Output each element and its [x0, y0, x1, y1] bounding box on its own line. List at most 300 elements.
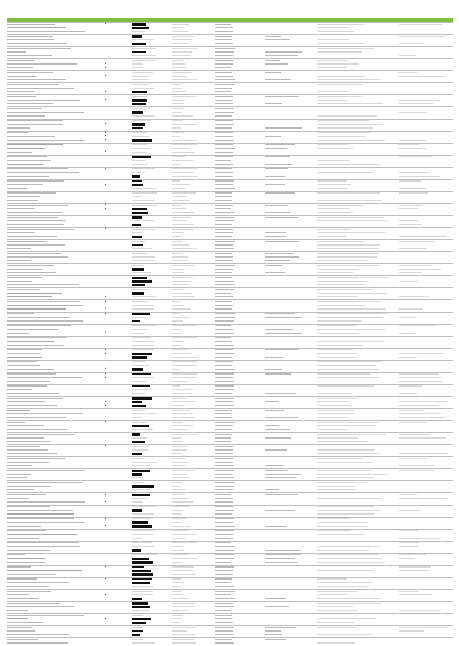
cell-text — [265, 256, 299, 257]
bold-cell — [132, 525, 152, 527]
bold-cell — [132, 313, 150, 315]
cell-text — [317, 618, 376, 619]
cell-text — [317, 333, 359, 334]
cell-text — [317, 180, 347, 181]
cell-text — [399, 176, 440, 177]
cell-text — [215, 308, 232, 309]
cell-text — [132, 253, 147, 254]
cell-text — [132, 377, 154, 378]
cell-text — [172, 413, 193, 414]
cell-text — [172, 377, 197, 378]
cell-text — [317, 345, 363, 346]
cell-text — [7, 188, 27, 189]
cell-text — [132, 591, 153, 592]
cell-text — [132, 446, 149, 447]
cell-text — [317, 598, 381, 599]
cell-text — [317, 449, 375, 450]
cell-text — [132, 305, 154, 306]
cell-text — [215, 586, 234, 587]
cell-text — [172, 606, 195, 607]
cell-text — [399, 188, 426, 189]
cell-text — [172, 43, 189, 44]
cell-text — [7, 180, 64, 181]
cell-text — [399, 144, 419, 145]
cell-text — [215, 434, 232, 435]
cell-text — [265, 144, 295, 145]
cell-text — [215, 333, 234, 334]
cell-text — [172, 256, 188, 257]
cell-text — [132, 413, 157, 414]
cell-text — [215, 357, 232, 358]
cell-text — [7, 542, 79, 543]
cell-text — [7, 305, 83, 306]
bold-cell — [132, 23, 146, 25]
cell-text — [7, 510, 73, 511]
cell-text — [317, 530, 351, 531]
cell-text — [7, 48, 71, 49]
cell-text — [7, 582, 69, 583]
cell-text — [399, 417, 446, 418]
cell-text — [132, 241, 145, 242]
cell-text — [7, 217, 58, 218]
cell-text — [215, 642, 234, 643]
cell-text — [215, 554, 234, 555]
cell-text — [215, 530, 234, 531]
bold-cell — [132, 385, 150, 387]
cell-text — [317, 296, 357, 297]
cell-text — [215, 88, 232, 89]
cell-text — [172, 369, 181, 370]
cell-text — [317, 132, 372, 133]
cell-text — [215, 594, 231, 595]
bold-cell — [132, 268, 144, 270]
cell-text — [172, 554, 189, 555]
cell-text — [172, 373, 197, 374]
cell-text — [172, 357, 198, 358]
cell-text — [317, 277, 388, 278]
cell-text — [132, 272, 151, 273]
cell-text — [132, 120, 151, 121]
cell-text — [265, 627, 296, 628]
cell-text — [7, 260, 31, 261]
bold-cell — [132, 485, 154, 487]
cell-text — [265, 63, 288, 64]
cell-text — [132, 48, 156, 49]
cell-text — [215, 610, 231, 611]
cell-text — [132, 610, 150, 611]
cell-text — [7, 196, 40, 197]
cell-text — [265, 510, 295, 511]
cell-text — [7, 474, 31, 475]
cell-text — [132, 136, 149, 137]
cell-text — [7, 272, 56, 273]
cell-text — [215, 353, 234, 354]
cell-text — [265, 39, 290, 40]
cell-text — [7, 248, 31, 249]
cell-text — [317, 550, 369, 551]
cell-text — [215, 639, 232, 640]
cell-text — [215, 248, 234, 249]
bold-cell — [132, 558, 149, 560]
cell-text — [7, 401, 45, 402]
cell-text — [317, 413, 355, 414]
cell-text — [7, 393, 59, 394]
cell-text — [317, 136, 365, 137]
cell-text — [172, 361, 197, 362]
cell-text — [132, 437, 147, 438]
cell-text — [265, 494, 298, 495]
cell-text — [7, 598, 39, 599]
cell-text — [172, 337, 197, 338]
bold-cell — [132, 27, 149, 29]
cell-text — [7, 434, 74, 435]
bold-cell — [132, 494, 150, 496]
cell-text — [172, 465, 185, 466]
cell-text — [399, 269, 441, 270]
bold-cell — [132, 373, 151, 375]
cell-text — [172, 325, 197, 326]
cell-text — [172, 522, 181, 523]
bold-cell — [132, 292, 144, 294]
cell-text — [132, 76, 149, 77]
cell-text — [317, 522, 368, 523]
cell-text — [172, 72, 192, 73]
cell-text — [399, 180, 421, 181]
cell-text — [399, 413, 441, 414]
cell-text — [399, 558, 415, 559]
cell-text — [317, 317, 383, 318]
cell-text — [132, 132, 147, 133]
cell-text — [317, 124, 383, 125]
cell-text — [317, 281, 369, 282]
cell-text — [215, 265, 235, 266]
arrow-marker-icon: ▸ — [105, 367, 107, 371]
cell-text — [317, 217, 384, 218]
cell-text — [132, 192, 157, 193]
cell-text — [215, 385, 234, 386]
cell-text — [317, 103, 383, 104]
cell-text — [317, 591, 357, 592]
cell-text — [7, 489, 34, 490]
cell-text — [265, 429, 290, 430]
cell-text — [172, 313, 180, 314]
cell-text — [317, 642, 355, 643]
cell-text — [317, 513, 374, 514]
cell-text — [317, 284, 365, 285]
arrow-marker-icon: ▸ — [105, 592, 107, 596]
cell-text — [399, 353, 444, 354]
cell-text — [172, 132, 184, 133]
cell-text — [317, 253, 379, 254]
cell-text — [132, 72, 153, 73]
cell-text — [172, 31, 188, 32]
cell-text — [399, 434, 429, 435]
bold-cell — [132, 99, 147, 101]
cell-text — [172, 124, 197, 125]
cell-text — [172, 120, 182, 121]
cell-text — [7, 132, 28, 133]
cell-text — [399, 236, 447, 237]
bold-cell — [132, 127, 143, 129]
cell-text — [215, 79, 235, 80]
bold-cell — [132, 618, 151, 620]
cell-text — [172, 305, 184, 306]
cell-text — [265, 393, 296, 394]
cell-text — [399, 453, 448, 454]
cell-text — [7, 224, 64, 225]
cell-text — [215, 538, 233, 539]
cell-text — [172, 293, 192, 294]
cell-text — [265, 272, 285, 273]
cell-text — [399, 393, 417, 394]
bold-cell — [132, 212, 148, 214]
cell-text — [172, 176, 198, 177]
cell-text — [215, 272, 232, 273]
cell-text — [7, 192, 56, 193]
arrow-marker-icon: ▸ — [105, 311, 107, 315]
cell-text — [399, 498, 447, 499]
cell-text — [172, 405, 185, 406]
cell-text — [132, 31, 145, 32]
cell-text — [317, 429, 348, 430]
cell-text — [317, 606, 353, 607]
bold-cell — [132, 549, 141, 551]
arrow-marker-icon: ▸ — [105, 444, 107, 448]
cell-text — [7, 627, 32, 628]
cell-text — [317, 518, 350, 519]
cell-text — [265, 317, 302, 318]
cell-text — [172, 180, 180, 181]
cell-text — [215, 132, 233, 133]
cell-text — [215, 51, 234, 52]
cell-text — [215, 212, 235, 213]
bold-cell — [132, 473, 142, 475]
cell-text — [7, 373, 56, 374]
cell-text — [7, 526, 41, 527]
cell-text — [172, 277, 193, 278]
cell-text — [265, 558, 295, 559]
arrow-marker-icon: ▸ — [105, 331, 107, 335]
cell-text — [317, 67, 347, 68]
cell-text — [215, 241, 235, 242]
cell-text — [132, 220, 154, 221]
cell-text — [132, 256, 155, 257]
cell-text — [172, 96, 196, 97]
cell-text — [7, 172, 79, 173]
cell-text — [172, 586, 181, 587]
cell-text — [172, 498, 189, 499]
cell-text — [132, 534, 153, 535]
cell-text — [7, 205, 68, 206]
bold-cell — [132, 277, 147, 279]
arrow-marker-icon: ▸ — [105, 500, 107, 503]
cell-text — [132, 79, 149, 80]
bold-cell — [132, 139, 152, 141]
cell-text — [215, 603, 233, 604]
cell-text — [132, 289, 150, 290]
cell-text — [215, 558, 234, 559]
cell-text — [215, 305, 233, 306]
cell-text — [172, 417, 195, 418]
cell-text — [7, 152, 32, 153]
cell-text — [215, 489, 233, 490]
cell-text — [399, 248, 427, 249]
cell-text — [132, 349, 154, 350]
cell-text — [317, 63, 359, 64]
cell-text — [265, 313, 295, 314]
cell-text — [7, 642, 68, 643]
cell-text — [7, 333, 29, 334]
cell-text — [215, 277, 232, 278]
cell-text — [317, 84, 363, 85]
bold-cell — [132, 598, 142, 600]
cell-text — [7, 72, 53, 73]
cell-text — [317, 301, 381, 302]
bold-cell — [132, 622, 146, 624]
cell-text — [132, 449, 148, 450]
cell-text — [132, 108, 150, 109]
cell-text — [7, 570, 82, 571]
cell-text — [7, 578, 37, 579]
cell-text — [172, 160, 193, 161]
cell-text — [317, 582, 373, 583]
cell-text — [172, 76, 187, 77]
cell-text — [132, 627, 143, 628]
cell-text — [215, 217, 234, 218]
cell-text — [215, 429, 232, 430]
cell-text — [215, 269, 233, 270]
bold-cell — [132, 280, 152, 282]
cell-text — [317, 610, 358, 611]
cell-text — [132, 462, 157, 463]
cell-text — [172, 281, 192, 282]
cell-text — [132, 389, 152, 390]
cell-text — [7, 410, 30, 411]
bold-cell — [132, 180, 142, 182]
cell-text — [317, 120, 369, 121]
cell-text — [172, 217, 191, 218]
cell-text — [265, 357, 283, 358]
cell-text — [7, 389, 32, 390]
cell-text — [7, 618, 28, 619]
cell-text — [172, 582, 184, 583]
cell-text — [172, 506, 190, 507]
cell-text — [265, 550, 301, 551]
cell-text — [317, 48, 374, 49]
cell-text — [317, 205, 362, 206]
cell-text — [215, 229, 233, 230]
cell-text — [7, 67, 33, 68]
cell-text — [317, 506, 374, 507]
cell-text — [172, 494, 185, 495]
cell-text — [317, 232, 385, 233]
cell-text — [317, 212, 353, 213]
cell-text — [215, 284, 235, 285]
cell-text — [399, 422, 427, 423]
cell-text — [172, 48, 197, 49]
cell-text — [172, 630, 187, 631]
cell-text — [132, 345, 154, 346]
cell-text — [172, 84, 181, 85]
cell-text — [132, 465, 150, 466]
cell-text — [7, 220, 66, 221]
cell-text — [265, 51, 302, 52]
cell-text — [172, 441, 183, 442]
cell-text — [215, 341, 232, 342]
cell-text — [215, 510, 234, 511]
cell-text — [215, 260, 233, 261]
cell-text — [215, 112, 234, 113]
cell-text — [399, 241, 435, 242]
cell-text — [317, 184, 351, 185]
arrow-marker-icon: ▸ — [105, 74, 107, 78]
arrow-marker-icon: ▸ — [105, 616, 107, 620]
cell-text — [132, 232, 142, 233]
cell-text — [399, 43, 423, 44]
bold-cell — [132, 405, 146, 407]
cell-text — [172, 462, 189, 463]
cell-text — [215, 313, 235, 314]
cell-text — [317, 144, 348, 145]
cell-text — [7, 603, 60, 604]
arrow-marker-icon: ▸ — [105, 130, 107, 134]
cell-text — [215, 39, 232, 40]
cell-text — [215, 27, 233, 28]
cell-text — [265, 232, 286, 233]
cell-text — [172, 269, 185, 270]
cell-text — [399, 357, 417, 358]
cell-text — [132, 148, 151, 149]
cell-text — [172, 55, 191, 56]
cell-text — [7, 377, 82, 378]
cell-text — [317, 96, 361, 97]
cell-text — [7, 353, 40, 354]
arrow-marker-icon: ▸ — [105, 375, 107, 379]
cell-text — [7, 96, 36, 97]
cell-text — [172, 425, 193, 426]
cell-text — [317, 229, 351, 230]
cell-text — [7, 256, 68, 257]
cell-text — [399, 542, 419, 543]
arrow-marker-icon: ▸ — [105, 307, 107, 310]
cell-text — [215, 148, 235, 149]
cell-text — [215, 389, 234, 390]
cell-text — [215, 542, 231, 543]
cell-text — [317, 498, 382, 499]
cell-text — [172, 546, 183, 547]
cell-text — [7, 156, 47, 157]
cell-text — [265, 437, 291, 438]
cell-text — [7, 60, 35, 61]
cell-text — [172, 91, 186, 92]
cell-text — [172, 156, 185, 157]
arrow-marker-icon: ▸ — [105, 347, 107, 351]
cell-text — [7, 212, 62, 213]
cell-text — [172, 341, 183, 342]
cell-text — [172, 67, 187, 68]
cell-text — [7, 144, 63, 145]
cell-text — [172, 603, 195, 604]
cell-text — [215, 410, 232, 411]
cell-text — [132, 265, 143, 266]
cell-text — [215, 200, 232, 201]
cell-text — [215, 244, 233, 245]
cell-text — [132, 296, 156, 297]
cell-text — [265, 260, 290, 261]
cell-text — [7, 232, 35, 233]
bold-cell — [132, 91, 147, 93]
cell-text — [215, 208, 231, 209]
